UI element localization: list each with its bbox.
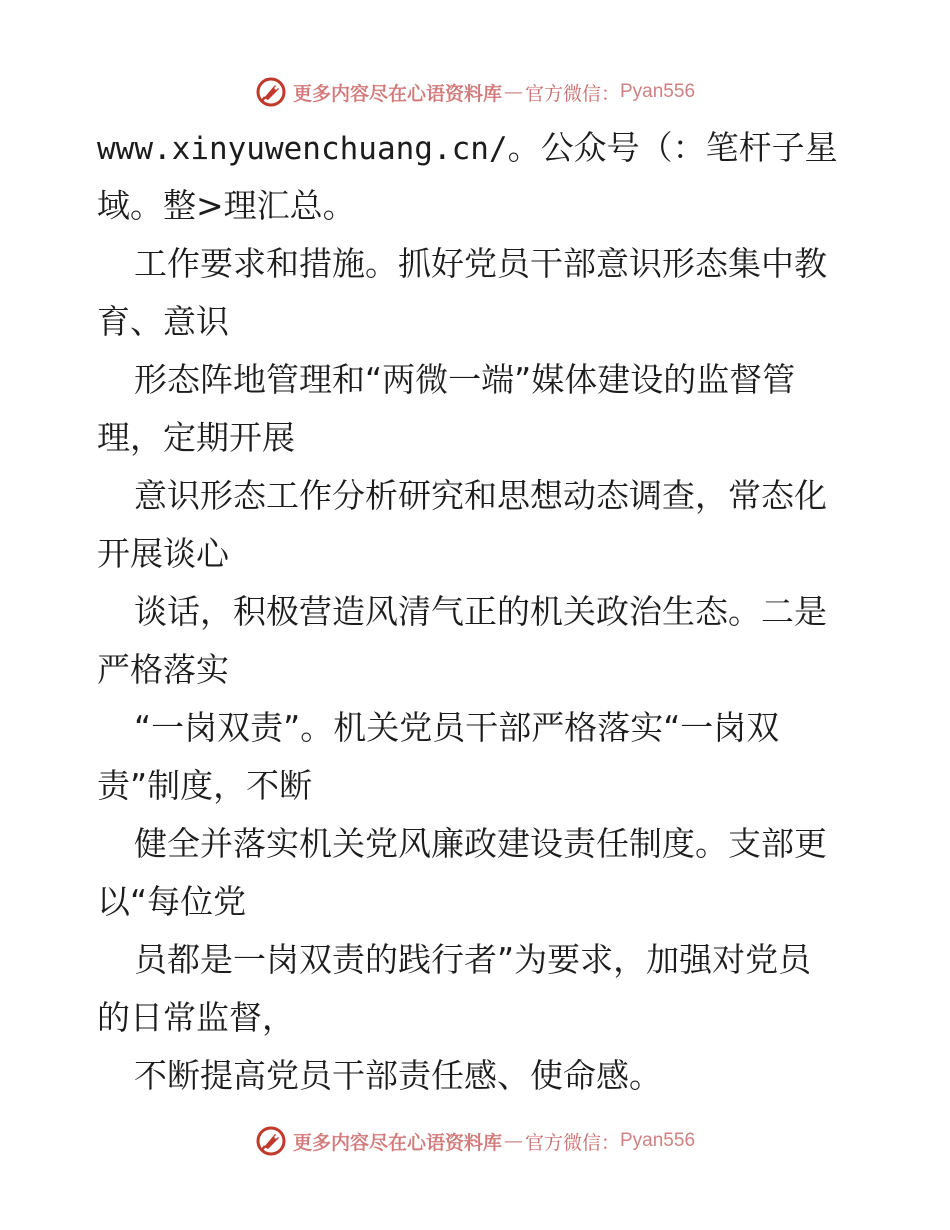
body-line-8: 开展谈心 (97, 534, 229, 573)
body-line-7: 意识形态工作分析研究和思想动态调查，常态化 (134, 476, 827, 515)
header-banner-dash: — (503, 81, 523, 103)
body-line-11: “一岗双责”。机关党员干部严格落实“一岗双 (134, 708, 780, 747)
footer-banner (0, 1121, 950, 1161)
header-banner (0, 72, 950, 112)
pen-nib-logo-icon (255, 1125, 287, 1157)
header-banner-text: 更多内容尽在心语资料库 (292, 82, 502, 105)
header-wechat-label: 官方微信： (524, 82, 620, 105)
footer-banner-text: 更多内容尽在心语资料库 (292, 1131, 502, 1154)
body-url-link[interactable]: www.xinyuwenchuang.cn/ (97, 131, 508, 167)
body-line-14: 以“每位党 (97, 882, 247, 921)
body-line-9: 谈话，积极营造风清气正的机关政治生态。二是 (134, 592, 827, 631)
body-line-17: 不断提高党员干部责任感、使命感。 (134, 1056, 662, 1095)
footer-wechat-label: 官方微信： (524, 1131, 620, 1154)
header-wechat-id: Pyan556 (620, 81, 696, 102)
body-line-1-text: 。公众号（：笔杆子星 (507, 128, 838, 167)
body-line-3: 工作要求和措施。抓好党员干部意识形态集中教 (134, 244, 827, 283)
body-line-12: 责”制度，不断 (97, 766, 313, 805)
footer-banner-dash: — (503, 1130, 523, 1152)
body-line-2: 域。整>理汇总。 (97, 186, 356, 225)
footer-wechat-id: Pyan556 (620, 1130, 696, 1151)
body-line-5: 形态阵地管理和“两微一端”媒体建设的监督管 (134, 360, 796, 399)
body-line-4: 育、意识 (97, 302, 229, 341)
body-line-13: 健全并落实机关党风廉政建设责任制度。支部更 (134, 824, 827, 863)
body-line-15: 员都是一岗双责的践行者”为要求，加强对党员 (134, 940, 812, 979)
body-line-6: 理，定期开展 (97, 418, 295, 457)
pen-nib-logo-icon (255, 76, 287, 108)
body-line-1 (97, 128, 838, 168)
body-line-16: 的日常监督， (97, 998, 295, 1037)
body-line-10: 严格落实 (97, 650, 229, 689)
